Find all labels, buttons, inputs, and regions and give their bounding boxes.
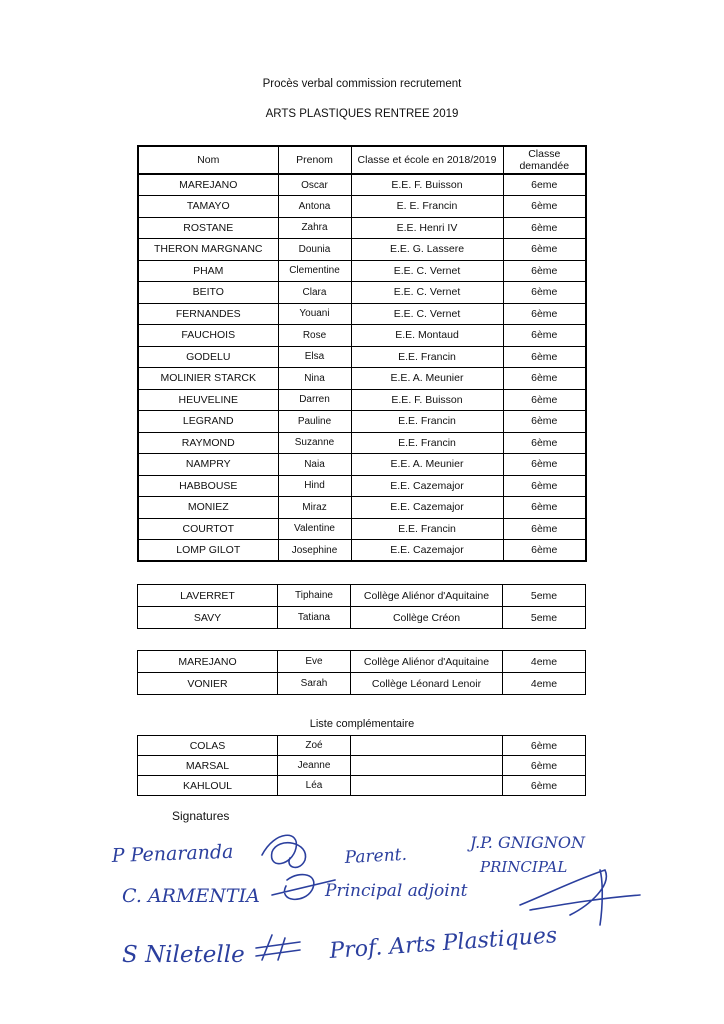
cell-nom: FAUCHOIS xyxy=(138,325,278,347)
signature-text: Principal adjoint xyxy=(325,881,468,901)
signatures-title: Signatures xyxy=(172,809,230,823)
cell-ecole: E.E. Francin xyxy=(351,346,503,368)
cell-ecole: E.E. Henri IV xyxy=(351,217,503,239)
cell-prenom: Zoé xyxy=(278,736,351,756)
cell-ecole: E.E. A. Meunier xyxy=(351,454,503,476)
cell-classe: 6ème xyxy=(503,411,586,433)
cell-prenom: Dounia xyxy=(278,239,351,261)
cell-classe: 6ème xyxy=(503,475,586,497)
cell-prenom: Antona xyxy=(278,196,351,218)
cell-classe: 6ème xyxy=(503,260,586,282)
cell-prenom: Josephine xyxy=(278,540,351,562)
cell-prenom: Elsa xyxy=(278,346,351,368)
cell-nom: MONIEZ xyxy=(138,497,278,519)
cell-nom: MAREJANO xyxy=(138,174,278,196)
cell-nom: RAYMOND xyxy=(138,432,278,454)
cell-ecole: E.E. G. Lassere xyxy=(351,239,503,261)
cell-nom: PHAM xyxy=(138,260,278,282)
cell-nom: NAMPRY xyxy=(138,454,278,476)
cell-nom: LOMP GILOT xyxy=(138,540,278,562)
signature-text: Prof. Arts Plastiques xyxy=(328,923,558,964)
cell-ecole: E.E. C. Vernet xyxy=(351,260,503,282)
cell-prenom: Suzanne xyxy=(278,432,351,454)
cell-classe: 6ème xyxy=(503,736,586,756)
cell-prenom: Darren xyxy=(278,389,351,411)
cell-ecole: E.E. A. Meunier xyxy=(351,368,503,390)
cell-classe: 6ème xyxy=(503,454,586,476)
cell-classe: 6ème xyxy=(503,239,586,261)
cell-nom: LEGRAND xyxy=(138,411,278,433)
cell-prenom: Tiphaine xyxy=(278,585,351,607)
col-header-classe-demandee-line2: demandée xyxy=(519,160,570,172)
signature-scribble-4 xyxy=(256,935,300,960)
cell-prenom: Jeanne xyxy=(278,756,351,776)
col-header-classe-ecole: Classe et école en 2018/2019 xyxy=(351,146,503,174)
cell-nom: LAVERRET xyxy=(138,585,278,607)
cell-ecole: Collège Léonard Lenoir xyxy=(351,673,503,695)
cell-prenom: Clara xyxy=(278,282,351,304)
cell-nom: VONIER xyxy=(138,673,278,695)
cell-classe: 5eme xyxy=(503,585,586,607)
cell-prenom: Tatiana xyxy=(278,607,351,629)
signature-text: S Niletelle xyxy=(122,942,245,968)
cell-ecole: E.E. Montaud xyxy=(351,325,503,347)
cell-nom: MOLINIER STARCK xyxy=(138,368,278,390)
signature-text: Parent. xyxy=(344,844,408,868)
cell-classe: 4eme xyxy=(503,651,586,673)
cell-classe: 4eme xyxy=(503,673,586,695)
cell-classe: 6ème xyxy=(503,196,586,218)
signature-text: P Penaranda xyxy=(111,840,234,867)
cell-classe: 6ème xyxy=(503,303,586,325)
cell-ecole: E.E. Cazemajor xyxy=(351,540,503,562)
page-subtitle: ARTS PLASTIQUES RENTREE 2019 xyxy=(265,108,459,120)
col-header-prenom: Prenom xyxy=(278,146,351,174)
cell-nom: FERNANDES xyxy=(138,303,278,325)
cell-classe: 6eme xyxy=(503,174,586,196)
signature-scribble-1 xyxy=(262,835,306,867)
cell-ecole: E.E. Cazemajor xyxy=(351,475,503,497)
cell-prenom: Hind xyxy=(278,475,351,497)
signature-text: C. ARMENTIA xyxy=(122,885,260,907)
cell-nom: HEUVELINE xyxy=(138,389,278,411)
signature-text: J.P. GNIGNON xyxy=(470,833,585,852)
cell-ecole: Collège Aliénor d'Aquitaine xyxy=(351,585,503,607)
cell-classe: 6ème xyxy=(503,282,586,304)
cell-ecole: Collège Aliénor d'Aquitaine xyxy=(351,651,503,673)
cell-classe: 6ème xyxy=(503,368,586,390)
cell-classe: 5eme xyxy=(503,607,586,629)
cell-nom: MAREJANO xyxy=(138,651,278,673)
cell-classe: 6ème xyxy=(503,540,586,562)
cell-ecole: E.E. Francin xyxy=(351,411,503,433)
cell-ecole: E. E. Francin xyxy=(351,196,503,218)
complementary-list-title: Liste complémentaire xyxy=(309,718,415,730)
cell-nom: THERON MARGNANC xyxy=(138,239,278,261)
cell-classe: 6ème xyxy=(503,217,586,239)
cell-ecole: E.E. C. Vernet xyxy=(351,282,503,304)
cell-prenom: Naia xyxy=(278,454,351,476)
cell-classe: 6ème xyxy=(503,497,586,519)
cell-ecole: E.E. Cazemajor xyxy=(351,497,503,519)
cell-classe: 6ème xyxy=(503,346,586,368)
cell-prenom: Nina xyxy=(278,368,351,390)
cell-nom: COLAS xyxy=(138,736,278,756)
cell-prenom: Sarah xyxy=(278,673,351,695)
cell-nom: COURTOT xyxy=(138,518,278,540)
cell-prenom: Miraz xyxy=(278,497,351,519)
cell-classe: 6ème xyxy=(503,432,586,454)
cell-prenom: Pauline xyxy=(278,411,351,433)
cell-classe: 6ème xyxy=(503,518,586,540)
signature-text: PRINCIPAL xyxy=(480,858,568,876)
cell-nom: SAVY xyxy=(138,607,278,629)
cell-prenom: Rose xyxy=(278,325,351,347)
cell-nom: GODELU xyxy=(138,346,278,368)
cell-nom: HABBOUSE xyxy=(138,475,278,497)
cell-nom: BEITO xyxy=(138,282,278,304)
cell-ecole: E.E. C. Vernet xyxy=(351,303,503,325)
cell-nom: ROSTANE xyxy=(138,217,278,239)
cell-classe: 6ème xyxy=(503,776,586,796)
cell-prenom: Clementine xyxy=(278,260,351,282)
cell-nom: KAHLOUL xyxy=(138,776,278,796)
cell-prenom: Léa xyxy=(278,776,351,796)
cell-prenom: Valentine xyxy=(278,518,351,540)
col-header-classe-demandee-line1: Classe xyxy=(528,148,561,160)
cell-classe: 6ème xyxy=(503,325,586,347)
page-title: Procès verbal commission recrutement xyxy=(262,78,462,90)
cell-ecole: E.E. F. Buisson xyxy=(351,389,503,411)
cell-prenom: Zahra xyxy=(278,217,351,239)
col-header-nom: Nom xyxy=(138,146,278,174)
cell-nom: TAMAYO xyxy=(138,196,278,218)
cell-prenom: Youani xyxy=(278,303,351,325)
cell-ecole: Collège Créon xyxy=(351,607,503,629)
cell-classe: 6ème xyxy=(503,389,586,411)
cell-prenom: Eve xyxy=(278,651,351,673)
cell-ecole: E.E. Francin xyxy=(351,432,503,454)
cell-ecole: E.E. Francin xyxy=(351,518,503,540)
cell-ecole: E.E. F. Buisson xyxy=(351,174,503,196)
cell-prenom: Oscar xyxy=(278,174,351,196)
cell-nom: MARSAL xyxy=(138,756,278,776)
signature-scribble-3 xyxy=(520,870,640,925)
cell-classe: 6ème xyxy=(503,756,586,776)
